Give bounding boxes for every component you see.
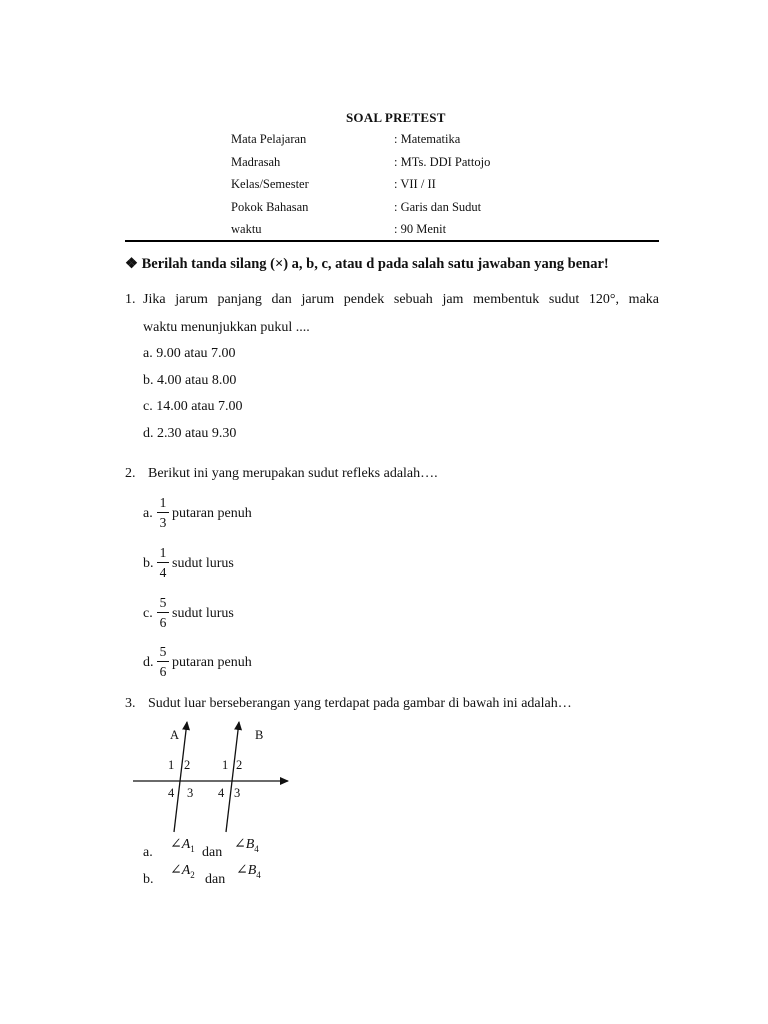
parallel-lines-diagram <box>120 718 300 834</box>
angle-label: 2 <box>236 758 243 772</box>
header-label: Madrasah <box>231 155 281 169</box>
question-text: waktu menunjukkan pukul .... <box>143 320 310 335</box>
option-b[interactable]: b. 4.00 atau 8.00 <box>143 373 237 388</box>
header-divider <box>125 240 659 242</box>
angle-label: 1 <box>168 758 175 772</box>
header-value: : VII / II <box>394 177 436 191</box>
question-text: Sudut luar berseberangan yang terdapat pada gambar di bawah ini adalah… <box>148 696 572 711</box>
header-value: : Matematika <box>394 132 461 146</box>
question-number: 1. <box>125 292 136 307</box>
header-label: Mata Pelajaran <box>231 132 307 146</box>
angle-label: 3 <box>234 786 241 800</box>
angle-expression: $\angle A_1$ <box>170 837 195 854</box>
angle-expression: $\angle B_4$ <box>236 863 261 880</box>
question-number: 2. <box>125 466 136 481</box>
fraction: 5 6 <box>157 644 169 679</box>
line-a-label: A <box>170 728 180 742</box>
fraction: 1 4 <box>157 545 169 580</box>
header-label: waktu <box>231 222 262 236</box>
instruction <box>125 256 609 273</box>
option-a[interactable]: a. 9.00 atau 7.00 <box>143 346 236 361</box>
angle-expression: $\angle A_2$ <box>170 863 195 880</box>
header-label: Kelas/Semester <box>231 177 309 191</box>
angle-label: 1 <box>222 758 229 772</box>
fraction: 5 6 <box>157 595 169 630</box>
instruction-text: Berilah tanda silang (×) a, b, c, atau d pada salah satu jawaban yang benar! <box>141 256 609 272</box>
question-text: Jika jarum panjang dan jarum pendek sebuah jam membentuk sudut 120°, maka <box>143 292 659 307</box>
header-value: : 90 Menit <box>394 222 447 236</box>
question-number: 3. <box>125 696 136 711</box>
header-value: : MTs. DDI Pattojo <box>394 155 491 169</box>
diamond-bullet-icon: ❖ <box>125 256 138 272</box>
line-b-label: B <box>255 728 264 742</box>
angle-label: 3 <box>187 786 194 800</box>
angle-label: 4 <box>218 786 225 800</box>
header-value: : Garis dan Sudut <box>394 200 482 214</box>
line-b <box>226 722 239 832</box>
option-d[interactable]: d. 2.30 atau 9.30 <box>143 426 237 441</box>
fraction: 1 3 <box>157 495 169 530</box>
angle-label: 2 <box>184 758 191 772</box>
header-label: Pokok Bahasan <box>231 200 309 214</box>
page-title: SOAL PRETEST <box>346 110 446 125</box>
angle-label: 4 <box>168 786 175 800</box>
angle-expression: $\angle B_4$ <box>234 837 259 854</box>
option-c[interactable]: c. 14.00 atau 7.00 <box>143 399 243 414</box>
question-text: Berikut ini yang merupakan sudut refleks adalah…. <box>148 466 438 481</box>
